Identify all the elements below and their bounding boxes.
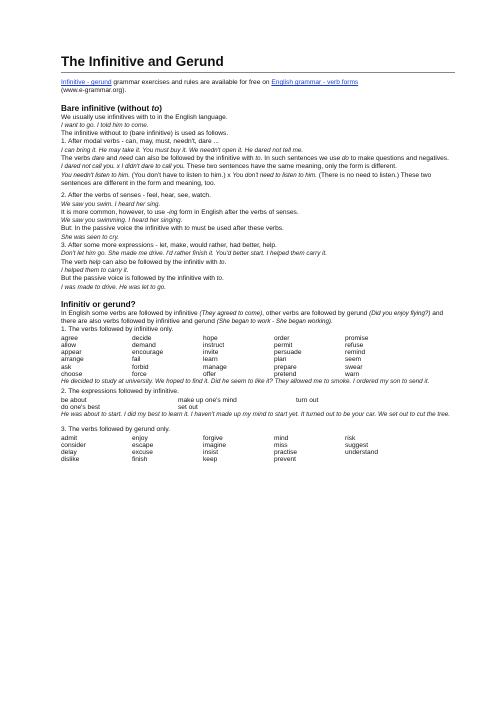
table-cell: refuse [345, 341, 364, 349]
bare-paragraph-6: It is more common, however, to use -ing form in English after the verbs of senses. [61, 208, 299, 216]
table-cell: delay [61, 448, 77, 456]
list-item-infinitive-expressions: 2. The expressions followed by infinitive. [61, 388, 179, 396]
table-row [61, 449, 416, 456]
table-cell: order [274, 334, 290, 342]
bare-paragraph-1: We usually use infinitives with to in the English language. [61, 113, 228, 121]
table-row [61, 364, 416, 371]
table-row [61, 404, 396, 411]
table-cell: suggest [345, 441, 369, 449]
table-cell: admit [61, 434, 78, 442]
table-cell: invite [203, 349, 219, 357]
table-cell: insist [203, 448, 219, 456]
table-cell: plan [274, 356, 287, 364]
document-page [61, 54, 455, 463]
table-cell: miss [274, 441, 288, 449]
table-row [61, 435, 416, 442]
table-cell: forbid [132, 363, 149, 371]
intro-paragraph: Infinitive - gerund grammar exercises and rules are available for free on English grammar - verb forms (www.e-grammar.org). [61, 79, 359, 95]
table-cell: appear [61, 349, 82, 357]
list-item-senses: 2. After the verbs of senses - feel, hear, see, watch. [61, 192, 211, 200]
table-cell: dislike [61, 456, 80, 464]
list-item-modal-verbs: 1. After modal verbs - can, may, must, needn't, dare ... [61, 138, 219, 146]
table-cell: do one's best [61, 403, 101, 411]
table-cell: mind [274, 434, 289, 442]
table-cell: finish [132, 456, 148, 464]
table-cell: enjoy [132, 434, 148, 442]
table-row [61, 397, 396, 404]
table-cell: swear [345, 363, 363, 371]
table-row [61, 356, 416, 363]
infinitive-gerund-link[interactable]: Infinitive - gerund [61, 79, 112, 86]
table-row [61, 456, 416, 463]
table-cell: instruct [203, 341, 225, 349]
bare-paragraph-5: You needn't listen to him. (You don't have to listen to him.) x You don't need to listen to him. (There is no need to listen.) These two sentences are different in the form and meaning, too. [61, 171, 432, 187]
table-cell: risk [345, 434, 356, 442]
list-item-expressions: 3. After some more expressions - let, make, would rather, had better, help. [61, 242, 277, 250]
table-cell: imagine [203, 441, 227, 449]
table-cell: turn out [296, 396, 319, 404]
bare-paragraph-2: The infinitive without to (bare infinitive) is used as follows. [61, 130, 229, 138]
table-cell: manage [203, 363, 227, 371]
table-cell: agree [61, 334, 78, 342]
page-title: The Infinitive and Gerund [61, 54, 224, 69]
table-cell: promise [345, 334, 369, 342]
table-cell: escape [132, 441, 154, 449]
table-row [61, 371, 416, 378]
table-cell: prepare [274, 363, 297, 371]
table-cell: choose [61, 370, 83, 378]
table-cell: encourage [132, 349, 164, 357]
infinitive-expressions-table [61, 397, 396, 411]
table-cell: seem [345, 356, 362, 364]
bare-paragraph-8: The verb help can also be followed by the infinitiv with to. [61, 258, 227, 266]
table-cell: decide [132, 334, 152, 342]
table-cell: prevent [274, 456, 296, 464]
table-cell: make up one's mind [178, 396, 237, 404]
title-divider [61, 72, 455, 73]
table-row [61, 442, 416, 449]
table-cell: allow [61, 341, 77, 349]
example-10: He was about to start. I did my best to learn it. I haven't made up my mind to start yet. It turned out to be your car. We set out to cut the tree. [61, 410, 451, 418]
gerund-verbs-table [61, 435, 416, 464]
table-cell: forgive [203, 434, 223, 442]
example-6: Don't let him go. She made me drive. I'd rather finish it. You'd better start. I helped them carry it. [61, 250, 327, 258]
bare-paragraph-4: I dared not call you. x I didn't dare to call you. These two sentences have the same meaning, only the form is different. [61, 163, 397, 171]
table-cell: demand [132, 341, 156, 349]
table-cell: persuade [274, 349, 302, 357]
table-row [61, 349, 416, 356]
table-cell: offer [203, 370, 217, 378]
example-4: We saw you swimming. I heard her singing. [61, 217, 183, 225]
table-cell: warn [345, 370, 360, 378]
example-7: I helped them to carry it. [61, 266, 129, 274]
table-cell: set out [178, 403, 198, 411]
table-cell: practise [274, 448, 298, 456]
example-9: He decided to study at university. We hoped to find it. Did he seem to like it? They allowed me to smoke. I ordered my son to send it. [61, 377, 430, 385]
list-item-infinitive-only: 1. The verbs followed by infinitive only. [61, 326, 174, 334]
bare-paragraph-3: The verbs dare and need can also be followed by the infinitive with to. In such sentences we use do to make questions and negatives. [61, 155, 449, 163]
table-cell: force [132, 370, 147, 378]
table-cell: ask [61, 363, 72, 371]
table-cell: hope [203, 334, 218, 342]
table-cell: fail [132, 356, 141, 364]
section-heading-bare-infinitive: Bare infinitive (without to) [61, 103, 162, 113]
table-cell: keep [203, 456, 218, 464]
table-cell [345, 456, 416, 463]
bare-paragraph-9: But the passive voice is followed by the infinitive with to. [61, 275, 224, 283]
table-cell: consider [61, 441, 86, 449]
verb-forms-link[interactable]: English grammar - verb forms [271, 79, 359, 86]
example-1: I want to go. I told him to come. [61, 121, 149, 129]
table-cell: excuse [132, 448, 153, 456]
table-row [61, 335, 416, 342]
table-cell: remind [345, 349, 366, 357]
example-2: I can bring it. He may take it. You must buy it. We needn't open it. He dared not tell me. [61, 146, 304, 154]
example-8: I was made to drive. He was let to go. [61, 283, 166, 291]
bare-paragraph-7: But: In the passive voice the infinitive with to must be used after these verbs. [61, 225, 284, 233]
example-3: We saw you swim. I heard her sing. [61, 200, 161, 208]
table-cell: permit [274, 341, 293, 349]
table-cell: learn [203, 356, 218, 364]
section-heading-infinitive-or-gerund: Infinitiv or gerund? [61, 299, 136, 309]
example-5: She was seen to cry. [61, 233, 119, 241]
table-cell: pretend [274, 370, 297, 378]
inf-ger-paragraph-1: In English some verbs are followed by infinitive (They agreed to come), other verbs are followed by gerund (Did you enjoy flying?) and there are also verbs followed by infinitive and gerund (She began to work - She began working). [61, 309, 444, 326]
table-cell: arrange [61, 356, 84, 364]
table-cell: be about [61, 396, 87, 404]
table-cell [296, 404, 396, 411]
table-cell: understand [345, 448, 378, 456]
infinitive-verbs-table [61, 335, 416, 378]
table-row [61, 342, 416, 349]
list-item-gerund-only: 3. The verbs followed by gerund only. [61, 426, 170, 434]
